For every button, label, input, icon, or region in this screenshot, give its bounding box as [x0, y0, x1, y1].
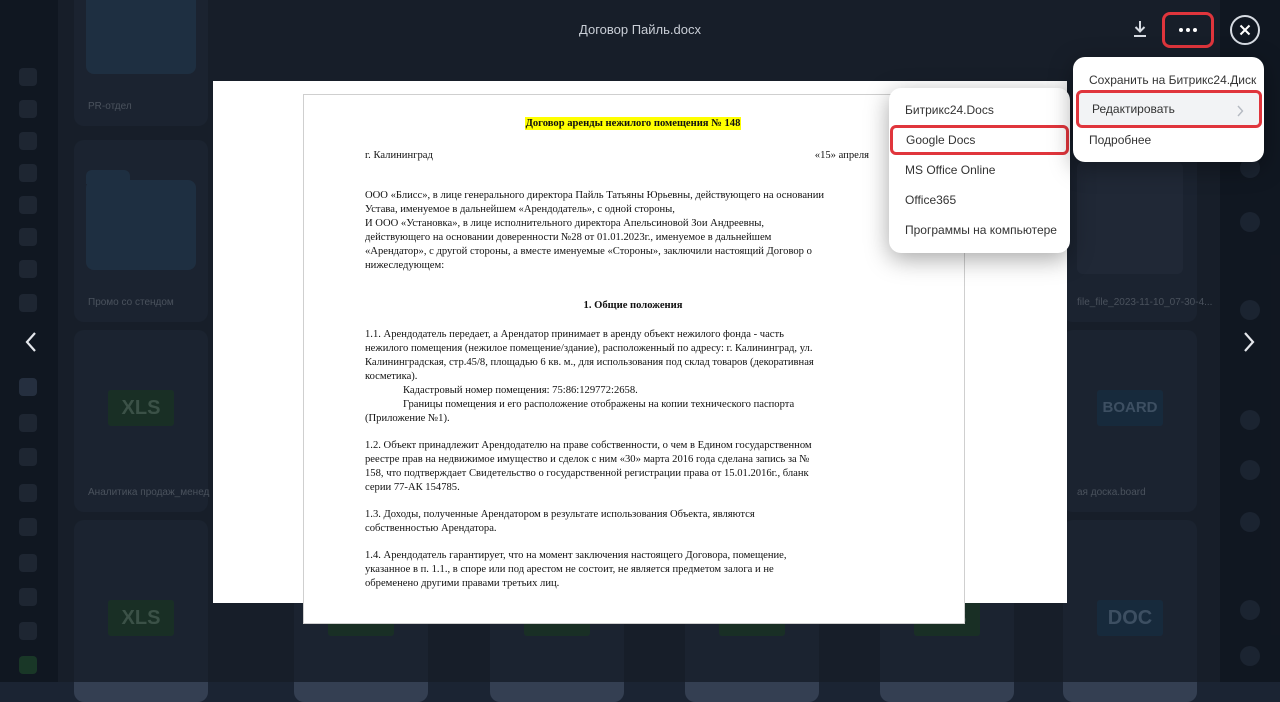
download-button[interactable]: [1128, 17, 1152, 41]
more-dots-icon: [1179, 28, 1197, 32]
menu-item-google-docs[interactable]: Google Docs: [890, 125, 1069, 155]
menu-item-edit[interactable]: [1076, 90, 1262, 128]
clause-1-2: 1.2. Объект принадлежит Арендодателю на праве собственности, о чем в Едином государственном реестре прав на недвижимое имущество и сделок с ним «30» марта 2016 года сделана запись за № 158, что подтверждает Свидетельство о государственной регистрации права от 15.01.2016г., бланк серии 77-АК 154785.: [365, 440, 812, 493]
place-date-row: [365, 149, 901, 163]
menu-item-bitrix24-docs[interactable]: Битрикс24.Docs: [905, 103, 994, 117]
contract-city: г. Калининград: [365, 150, 433, 161]
edit-with-submenu: [889, 88, 1070, 253]
clause-1-4: 1.4. Арендодатель гарантирует, что на момент заключения настоящего Договора, помещение, указанное в п. 1.1., в споре или под арестом не состоит, не является предметом залога и не обременено другими правами третьих лиц.: [365, 550, 787, 589]
menu-item-save-to-drive[interactable]: Сохранить на Битрикс24.Диск: [1089, 73, 1257, 87]
menu-item-edit-label: Редактировать: [1092, 102, 1175, 116]
menu-item-office365[interactable]: Office365: [905, 193, 957, 207]
download-icon: [1132, 20, 1148, 38]
contract-date: «15» апреля: [814, 150, 869, 161]
section-heading: 1. Общие положения: [583, 300, 683, 311]
chevron-right-icon: [1235, 105, 1245, 117]
contract-title: Договор аренды нежилого помещения № 148: [525, 118, 741, 129]
menu-item-desktop-programs[interactable]: Программы на компьютере: [905, 223, 1057, 237]
menu-item-details[interactable]: Подробнее: [1089, 133, 1152, 147]
close-icon: [1239, 24, 1251, 36]
clause-1-1: 1.1. Арендодатель передает, а Арендатор принимает в аренду объект нежилого фонда - часть нежилого помещения (нежилое помещение/здание), расположенный по адресу: г. Калининград, ул. Калининградская, стр.45/8, площадью 6 кв. м., для использования под склад товаров (декоративная косметика). Кадастровый номер помещения: 75:86:129772:2658. Границы помещения и его расположение отображены на копии технического паспорта (Приложение №1).: [365, 329, 814, 424]
menu-item-ms-office-online[interactable]: MS Office Online: [905, 163, 996, 177]
more-options-menu: [1073, 57, 1264, 162]
previous-file-button[interactable]: [24, 330, 44, 354]
prev-arrow-icon: [24, 330, 38, 354]
document-body: [365, 117, 901, 591]
next-arrow-icon: [1242, 330, 1256, 354]
clause-1-3: 1.3. Доходы, полученные Арендатором в результате использования Объекта, являются собственностью Арендатора.: [365, 509, 755, 534]
intro-paragraph: ООО «Блисс», в лице генерального директора Пайль Татьяны Юрьевны, действующего на основании Устава, именуемое в дальнейшем «Арендодатель», с одной стороны, И ООО «Установка», в лице исполнительного директора Апельсиновой Зои Андреевны, действующего на основании доверенности №28 от 01.01.2023г., именуемое в дальнейшем «Арендатор», с другой стороны, а вместе именуемые «Стороны», заключили настоящий Договор о нижеследующем:: [365, 190, 825, 271]
next-file-button[interactable]: [1242, 330, 1262, 354]
document-title: Договор Пайль.docx: [579, 22, 701, 37]
close-button[interactable]: [1230, 15, 1260, 45]
more-options-button[interactable]: [1162, 12, 1214, 48]
